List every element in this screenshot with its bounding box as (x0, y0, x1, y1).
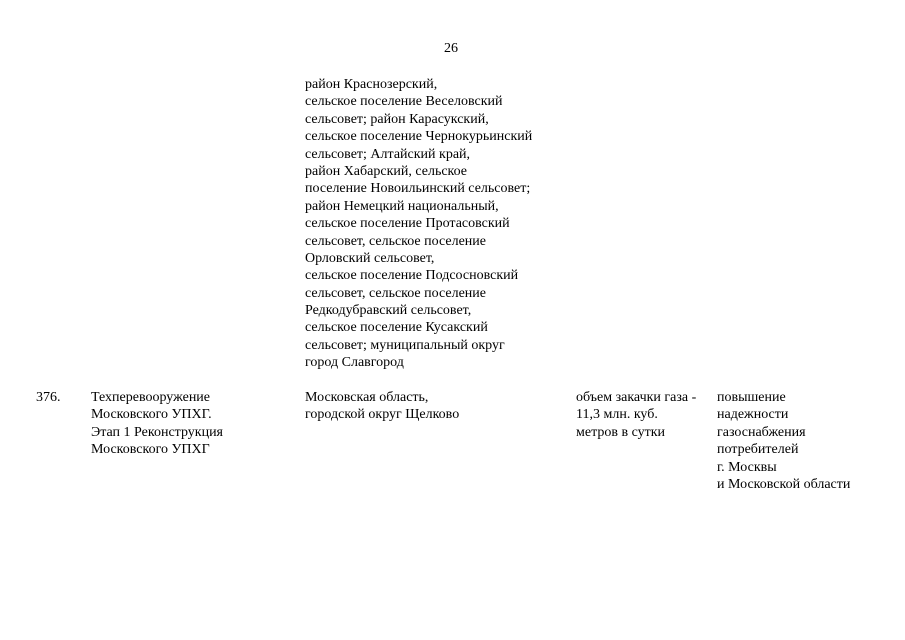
purpose-line: г. Москвы (717, 459, 777, 475)
capacity-line: 11,3 млн. куб. (576, 407, 658, 423)
row-object-name (91, 389, 223, 459)
row-capacity (576, 389, 696, 441)
purpose-line: газоснабжения (717, 424, 806, 440)
capacity-line: метров в сутки (576, 424, 666, 440)
territory-line: район Краснозерский, (305, 77, 438, 92)
territory-line: поселение Новоильинский сельсовет; (305, 181, 531, 197)
continued-territory-cell (305, 76, 532, 372)
territory-line: Орловский сельсовет, (305, 250, 435, 266)
territory-line: сельсовет, сельское поселение (305, 285, 486, 301)
territory-line: сельсовет; муниципальный округ (305, 337, 505, 353)
name-line: Этап 1 Реконструкция (91, 424, 223, 440)
territory-line: Московская область, (305, 390, 429, 405)
territory-line: сельсовет; район Карасукский, (305, 111, 489, 127)
name-line: Техперевооружение (91, 390, 211, 405)
territory-line: городской округ Щелково (305, 407, 460, 423)
purpose-line: повышение (717, 390, 786, 405)
territory-line: сельское поселение Чернокурьинский (305, 129, 533, 145)
name-line: Московского УПХГ (91, 442, 210, 458)
territory-line: сельское поселение Веселовский (305, 94, 503, 110)
page-number: 26 (444, 41, 458, 56)
territory-line: город Славгород (305, 355, 404, 371)
purpose-line: надежности (717, 407, 789, 423)
purpose-line: потребителей (717, 442, 799, 458)
territory-line: район Немецкий национальный, (305, 198, 499, 214)
territory-line: сельское поселение Протасовский (305, 216, 510, 232)
name-line: Московского УПХГ. (91, 407, 212, 423)
territory-line: сельское поселение Кусакский (305, 320, 488, 336)
purpose-line: и Московской области (717, 476, 851, 492)
row-territory (305, 389, 459, 424)
capacity-line: объем закачки газа - (576, 390, 697, 405)
territory-line: Редкодубравский сельсовет, (305, 303, 472, 319)
row-purpose (717, 389, 850, 493)
row-number: 376. (36, 390, 61, 405)
territory-line: район Хабарский, сельское (305, 163, 468, 179)
territory-line: сельсовет, сельское поселение (305, 233, 486, 249)
territory-line: сельсовет; Алтайский край, (305, 146, 471, 162)
territory-line: сельское поселение Подсосновский (305, 268, 519, 284)
